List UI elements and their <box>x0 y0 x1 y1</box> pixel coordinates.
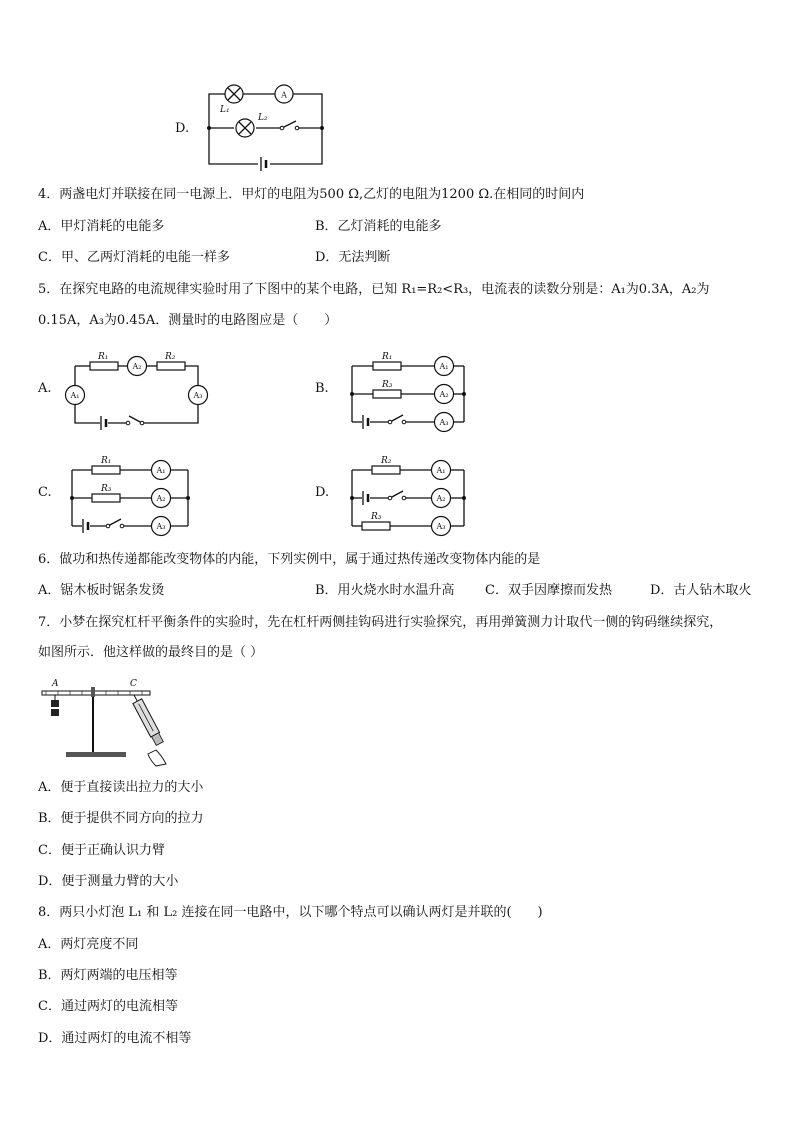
q8-stem: 8．两只小灯泡 L₁ 和 L₂ 连接在同一电路中，以下哪个特点可以确认两灯是并联的( ) <box>38 905 543 920</box>
svg-text:R₁: R₁ <box>98 352 109 362</box>
svg-text:A: A <box>52 679 59 689</box>
q5-option-c-circuit <box>60 452 200 536</box>
svg-text:A: A <box>281 90 287 100</box>
lamp-l2-icon <box>236 119 254 137</box>
q8-option-b: B．两灯两端的电压相等 <box>38 968 178 983</box>
q5-option-a-letter: A. <box>38 381 52 396</box>
q8-option-a: A．两灯亮度不同 <box>38 937 139 952</box>
svg-text:A₃: A₃ <box>436 522 446 531</box>
q5-option-b-letter: B. <box>315 381 329 396</box>
q7-option-b: B．便于提供不同方向的拉力 <box>38 811 204 826</box>
q5-option-d-letter: D. <box>315 485 330 500</box>
q7-stem-line2: 如图所示．他这样做的最终目的是（ ） <box>38 645 264 660</box>
svg-text:R₃: R₃ <box>382 380 393 390</box>
svg-text:A₁: A₁ <box>70 391 80 400</box>
q3-option-d-circuit <box>200 80 330 172</box>
q6-option-d: D．古人钻木取火 <box>650 583 752 598</box>
q5-option-c-letter: C. <box>38 485 52 500</box>
q7-option-d: D．便于测量力臂的大小 <box>38 874 179 889</box>
q8-option-d: D．通过两灯的电流不相等 <box>38 1031 192 1046</box>
svg-text:A₂: A₂ <box>132 362 142 371</box>
q5-option-b-circuit <box>340 348 480 432</box>
lamp-l1-icon <box>225 85 243 103</box>
ammeter-icon <box>275 85 293 103</box>
battery-icon <box>258 156 270 172</box>
svg-text:L₁: L₁ <box>220 105 230 115</box>
q4-stem: 4．两盏电灯并联接在同一电源上．甲灯的电阻为500 Ω,乙灯的电阻为1200 Ω.在相同的时间内 <box>38 187 585 202</box>
q7-stem-line1: 7．小梦在探究杠杆平衡条件的实验时，先在杠杆两侧挂钩码进行实验探究，再用弹簧测力计取代一侧的钩码继续探究， <box>38 615 723 630</box>
q4-option-c: C．甲、乙两灯消耗的电能一样多 <box>38 250 230 265</box>
svg-text:L₂: L₂ <box>258 113 268 123</box>
svg-text:R₂: R₂ <box>165 352 176 362</box>
q6-option-c: C．双手因摩擦而发热 <box>485 583 612 598</box>
q7-lever-figure <box>38 674 178 766</box>
q3-option-d-letter: D. <box>175 121 190 136</box>
q5-option-a-circuit <box>60 348 210 430</box>
svg-text:A₁: A₁ <box>156 466 166 475</box>
svg-text:R₂: R₂ <box>381 456 392 466</box>
q4-option-d: D．无法判断 <box>315 250 391 265</box>
q8-option-c: C．通过两灯的电流相等 <box>38 999 178 1014</box>
q5-stem-line1: 5．在探究电路的电流规律实验时用了下图中的某个电路，已知 R₁=R₂<R₃，电流表的读数分别是：A₁为0.3A，A₂为 <box>38 282 710 297</box>
svg-text:C: C <box>130 679 137 689</box>
q7-option-c: C．便于正确认识力臂 <box>38 843 165 858</box>
svg-text:A₃: A₃ <box>439 418 449 427</box>
svg-text:A₁: A₁ <box>439 362 449 371</box>
q5-stem-line2: 0.15A，A₃为0.45A．测量时的电路图应是（ ） <box>38 313 338 328</box>
svg-text:A₃: A₃ <box>193 391 203 400</box>
svg-text:A₃: A₃ <box>156 522 166 531</box>
q7-option-a: A．便于直接读出拉力的大小 <box>38 780 204 795</box>
svg-text:R₁: R₁ <box>382 352 393 362</box>
svg-text:A₂: A₂ <box>156 494 166 503</box>
q5-option-d-circuit <box>340 452 480 536</box>
svg-text:A₂: A₂ <box>436 494 446 503</box>
svg-text:R₃: R₃ <box>371 512 382 522</box>
q6-option-b: B．用火烧水时水温升高 <box>315 583 455 598</box>
q4-option-b: B．乙灯消耗的电能多 <box>315 219 442 234</box>
q4-option-a: A．甲灯消耗的电能多 <box>38 219 165 234</box>
svg-text:A₁: A₁ <box>436 466 446 475</box>
svg-text:A₂: A₂ <box>439 390 449 399</box>
q6-option-a: A．锯木板时锯条发烫 <box>38 583 165 598</box>
svg-text:R₁: R₁ <box>101 456 112 466</box>
q6-stem: 6．做功和热传递都能改变物体的内能，下列实例中，属于通过热传递改变物体内能的是 <box>38 552 541 567</box>
svg-text:R₃: R₃ <box>101 484 112 494</box>
